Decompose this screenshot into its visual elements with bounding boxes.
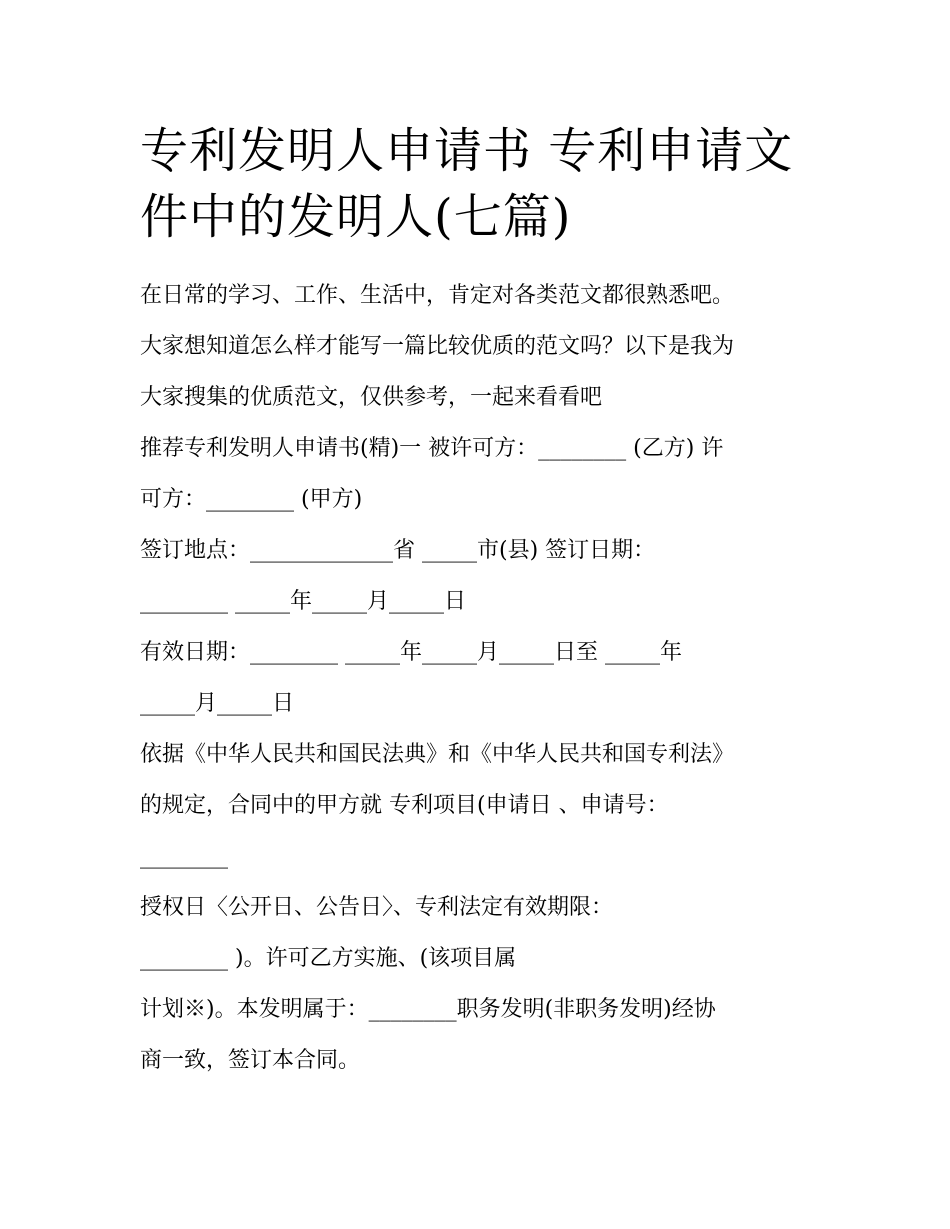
- body-line: 商一致，签订本合同。: [140, 1048, 361, 1073]
- document-title: [140, 118, 820, 250]
- body-line: 授权日〈公开日、公告日〉、专利法定有效期限：: [140, 895, 614, 920]
- body-line: 推荐专利发明人申请书(精)一 被许可方：________ (乙方) 许: [140, 436, 724, 461]
- body-line: 可方：________ (甲方): [140, 487, 363, 512]
- body-line: ________ _____年_____月_____日: [140, 589, 466, 614]
- title-line: 件中的发明人(七篇): [140, 189, 572, 245]
- title-line: 专利发明人申请书 专利申请文: [140, 123, 794, 179]
- body-line: 的规定，合同中的甲方就 专利项目(申请日 、申请号：: [140, 793, 669, 818]
- document-page: [140, 118, 820, 1086]
- body-line: 依据《中华人民共和国民法典》和《中华人民共和国专利法》: [140, 742, 735, 767]
- body-line: 在日常的学习、工作、生活中，肯定对各类范文都很熟悉吧。: [140, 283, 735, 308]
- document-body: [140, 270, 820, 1086]
- body-line: 大家想知道怎么样才能写一篇比较优质的范文吗？以下是我为: [140, 334, 735, 359]
- body-line: 签订地点：_____________省 _____市(县) 签订日期：: [140, 538, 656, 563]
- body-line: 计划※)。本发明属于：________职务发明(非职务发明)经协: [140, 997, 716, 1022]
- body-line: ________: [140, 844, 228, 869]
- body-line: ________ )。许可乙方实施、(该项目属: [140, 946, 517, 971]
- body-line: _____月_____日: [140, 691, 295, 716]
- body-line: 有效日期：________ _____年_____月_____日至 _____年: [140, 640, 682, 665]
- body-line: 大家搜集的优质范文，仅供参考，一起来看看吧: [140, 385, 603, 410]
